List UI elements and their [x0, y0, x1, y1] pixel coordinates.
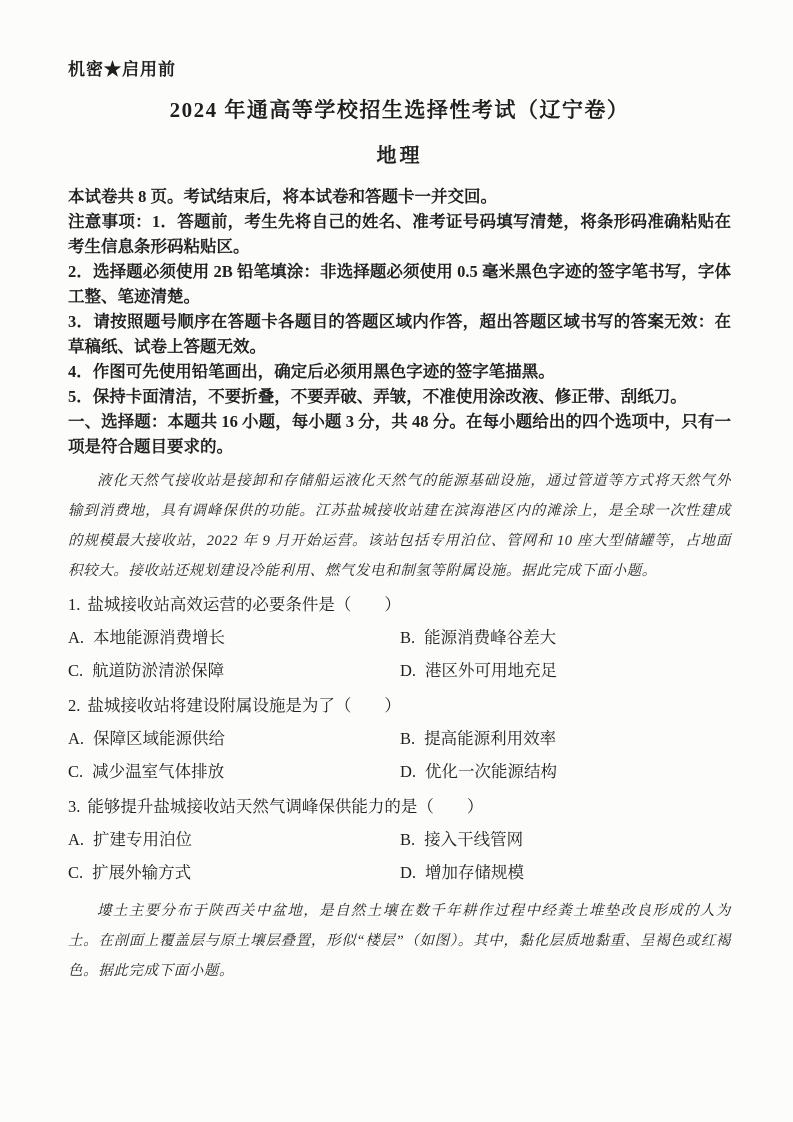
question-1-option-c	[68, 654, 400, 687]
option-text: 能源消费峰谷差大	[424, 628, 557, 647]
question-2-option-d	[400, 755, 731, 788]
classification-label: 机密★启用前	[68, 60, 176, 79]
option-label: A.	[68, 729, 85, 748]
question-1-option-d	[400, 654, 731, 687]
question-1	[68, 588, 731, 687]
option-label: D.	[400, 762, 417, 781]
passage-loutu-soil: 塿土主要分布于陕西关中盆地，是自然土壤在数千年耕作过程中经粪土堆垫改良形成的人为土。在剖面上覆盖层与原土壤层叠置，形似“楼层”（如图）。其中，黏化层质地黏重、呈褐色或红褐色。据此完成下面小题。	[68, 903, 731, 979]
subject-title: 地理	[376, 145, 423, 167]
option-text: 保障区域能源供给	[93, 729, 226, 748]
question-1-option-a	[68, 621, 400, 654]
question-3	[68, 790, 731, 889]
option-text: 提高能源利用效率	[424, 729, 557, 748]
question-3-option-c	[68, 856, 400, 889]
option-label: D.	[400, 863, 417, 882]
question-3-number: 3.	[68, 797, 81, 816]
option-label: C.	[68, 863, 84, 882]
option-text: 港区外可用地充足	[425, 661, 558, 680]
question-2-stem	[68, 689, 731, 722]
option-label: B.	[400, 628, 416, 647]
question-2-option-a	[68, 722, 400, 755]
notice-line-5: 4．作图可先使用铅笔画出，确定后必须用黑色字迹的签字笔描黑。	[68, 362, 555, 381]
question-3-stem-text: 能够提升盐城接收站天然气调峰保供能力的是（ ）	[87, 797, 484, 816]
option-text: 扩建专用泊位	[93, 830, 193, 849]
option-label: D.	[400, 661, 417, 680]
option-label: A.	[68, 830, 85, 849]
question-3-option-b	[400, 823, 731, 856]
notice-line-4: 3．请按照题号顺序在答题卡各题目的答题区域内作答，超出答题区域书写的答案无效：在草稿纸、试卷上答题无效。	[68, 312, 731, 356]
question-2	[68, 689, 731, 788]
notice-line-1: 本试卷共 8 页。考试结束后，将本试卷和答题卡一并交回。	[68, 187, 497, 206]
question-1-stem	[68, 588, 731, 621]
notice-line-3: 2．选择题必须使用 2B 铅笔填涂：非选择题必须使用 0.5 毫米黑色字迹的签字笔书写，字体工整、笔迹清楚。	[68, 262, 731, 306]
option-label: C.	[68, 661, 84, 680]
option-text: 优化一次能源结构	[425, 762, 558, 781]
option-label: B.	[400, 830, 416, 849]
question-3-option-a	[68, 823, 400, 856]
option-text: 扩展外输方式	[92, 863, 192, 882]
option-label: B.	[400, 729, 416, 748]
question-2-option-c	[68, 755, 400, 788]
question-3-options	[68, 823, 731, 889]
option-text: 增加存储规模	[425, 863, 525, 882]
passage-lng-terminal: 液化天然气接收站是接卸和存储船运液化天然气的能源基础设施，通过管道等方式将天然气外输到消费地，具有调峰保供的功能。江苏盐城接收站建在滨海港区内的滩涂上，是全球一次性建成的规模最大接收站，2022 年 9 月开始运营。该站包括专用泊位、管网和 10 座大型储罐等，占地面积较大。接收站还规划建设冷能利用、燃气发电和制氢等附属设施。据此完成下面小题。	[68, 473, 731, 579]
option-text: 本地能源消费增长	[93, 628, 226, 647]
question-1-number: 1.	[68, 595, 81, 614]
option-text: 减少温室气体排放	[92, 762, 225, 781]
notice-section	[68, 184, 731, 459]
question-3-option-d	[400, 856, 731, 889]
question-2-number: 2.	[68, 696, 81, 715]
question-3-stem	[68, 790, 731, 823]
question-2-option-b	[400, 722, 731, 755]
option-label: C.	[68, 762, 84, 781]
question-1-option-b	[400, 621, 731, 654]
section-header: 一、选择题：本题共 16 小题，每小题 3 分，共 48 分。在每小题给出的四个选项中，只有一项是符合题目要求的。	[68, 412, 731, 456]
question-2-options	[68, 722, 731, 788]
question-1-options	[68, 621, 731, 687]
option-text: 航道防淤清淤保障	[92, 661, 225, 680]
notice-line-6: 5．保持卡面清洁，不要折叠，不要弄破、弄皱，不准使用涂改液、修正带、刮纸刀。	[68, 387, 687, 406]
option-text: 接入干线管网	[424, 830, 524, 849]
option-label: A.	[68, 628, 85, 647]
question-1-stem-text: 盐城接收站高效运营的必要条件是（ ）	[87, 595, 401, 614]
notice-line-2: 注意事项：1．答题前，考生先将自己的姓名、准考证号码填写清楚，将条形码准确粘贴在考生信息条形码粘贴区。	[68, 212, 731, 256]
question-2-stem-text: 盐城接收站将建设附属设施是为了（ ）	[87, 696, 401, 715]
exam-title: 2024 年通高等学校招生选择性考试（辽宁卷）	[169, 98, 630, 122]
